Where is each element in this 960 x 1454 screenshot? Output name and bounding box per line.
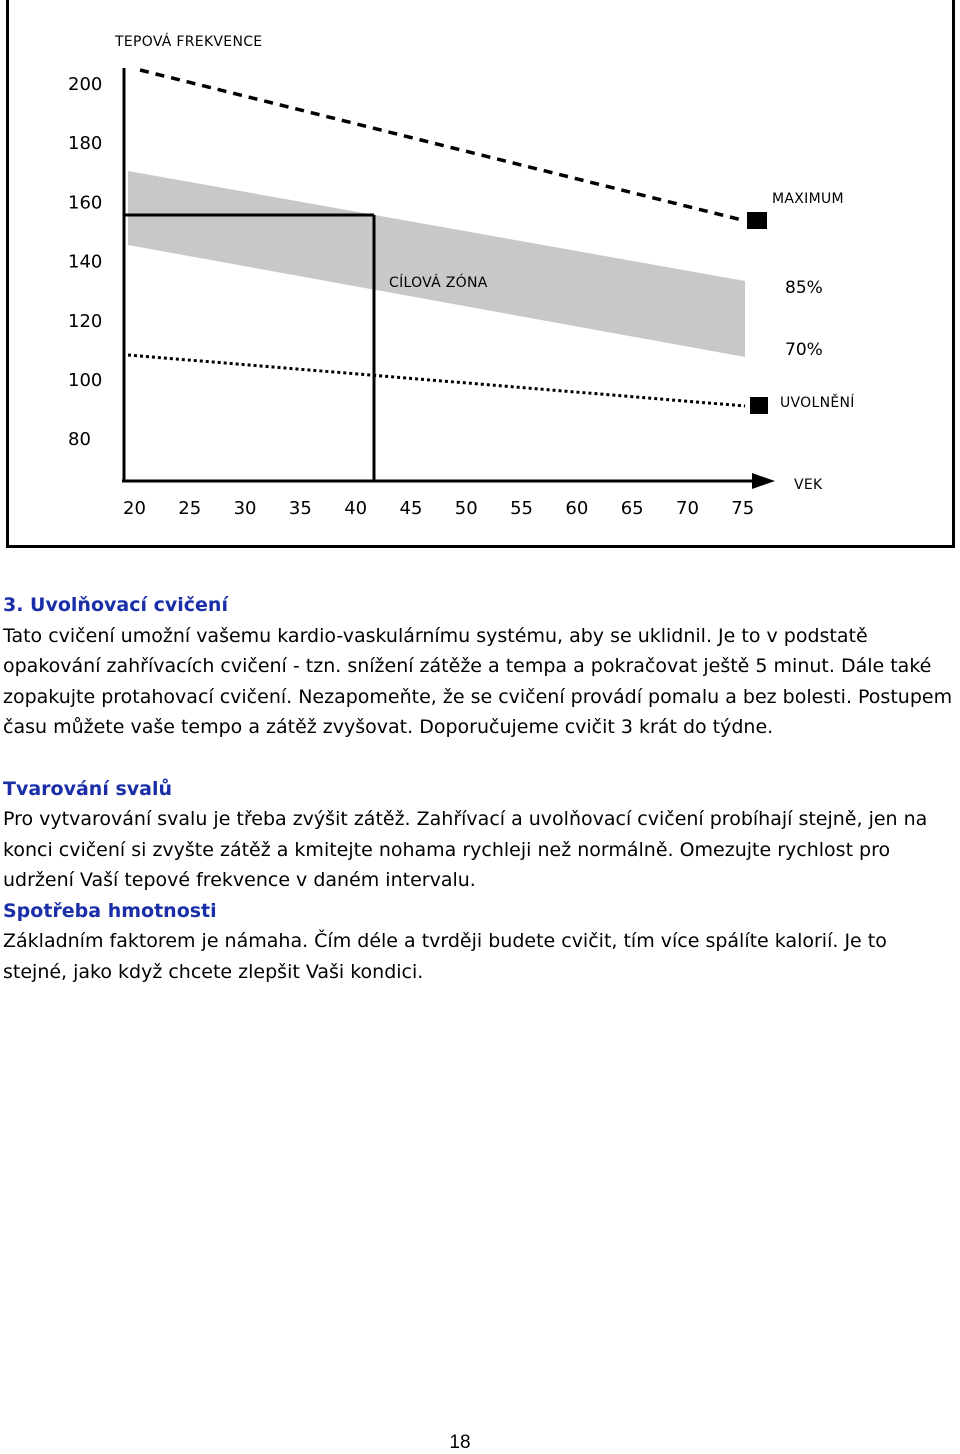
x-tick-label: 40 <box>344 498 368 519</box>
maximum-marker-icon <box>747 212 767 229</box>
x-tick-label: 30 <box>233 498 257 519</box>
y-tick-label: 100 <box>68 370 103 391</box>
y-tick-label: 180 <box>68 133 103 155</box>
x-tick-label: 70 <box>676 498 699 519</box>
weight-paragraph: Základním faktorem je námaha. Čím déle a tvrději budete cvičit, tím více spálíte kalorií. Je to stejné, jako když chcete zlepšit Vaši kondici. <box>3 930 887 983</box>
muscle-heading: Tvarování svalů <box>3 777 173 800</box>
x-tick-label: 60 <box>565 498 589 519</box>
weight-heading: Spotřeba hmotnosti <box>3 899 217 922</box>
x-tick-label: 50 <box>454 498 478 519</box>
y-tick-label: 80 <box>68 429 91 451</box>
body-text <box>3 590 953 987</box>
x-tick-label: 65 <box>620 498 644 519</box>
relax-marker-icon <box>750 397 768 414</box>
section-3-paragraph: Tato cvičení umožní vašemu kardio-vaskulárnímu systému, aby se uklidnil. Je to v podstatě opakování zahřívacích cvičení - tzn. snížení zátěže a tempa a pokračovat ještě 5 minut. Dále také zopakujte protahovací cvičení. Nezapomeňte, že se cvičení provádí pomalu a bez bolesti. Postupem času můžete vaše tempo a zátěž zvyšovat. Doporučujeme cvičit 3 krát do týdne. <box>3 624 953 738</box>
x-tick-label: 55 <box>510 498 534 519</box>
x-axis-arrow-icon <box>752 473 775 489</box>
y-tick-label: 140 <box>68 251 103 273</box>
heart-rate-chart <box>0 0 960 560</box>
label-85-percent: 85% <box>785 278 823 298</box>
x-tick-label: 20 <box>123 498 146 519</box>
relax-line <box>128 355 745 406</box>
section-3-heading: 3. Uvolňovací cvičení <box>3 594 228 616</box>
x-tick-label: 35 <box>288 498 312 519</box>
x-tick-label: 25 <box>178 498 202 519</box>
x-tick-label: 45 <box>399 498 423 519</box>
maximum-label: MAXIMUM <box>772 191 844 207</box>
muscle-paragraph: Pro vytvarování svalu je třeba zvýšit zátěž. Zahřívací a uvolňovací cvičení probíhají stejně, jen na konci cvičení si zvyšte zátěž a kmitejte nohama rychleji než normálně. Omezujte rychlost pro udržení Vaší tepové frekvence v daném intervalu. <box>3 808 928 891</box>
label-70-percent: 70% <box>785 340 823 360</box>
x-axis-label: VEK <box>794 477 823 493</box>
relax-label: UVOLNĚNÍ <box>780 395 855 411</box>
target-zone-label: CÍLOVÁ ZÓNA <box>389 275 488 291</box>
y-tick-label: 200 <box>68 74 103 95</box>
page-number: 18 <box>449 1432 471 1453</box>
x-tick-label: 75 <box>731 498 755 519</box>
y-tick-label: 120 <box>68 310 103 332</box>
chart-title: TEPOVÁ FREKVENCE <box>115 34 263 50</box>
y-tick-label: 160 <box>68 192 103 214</box>
